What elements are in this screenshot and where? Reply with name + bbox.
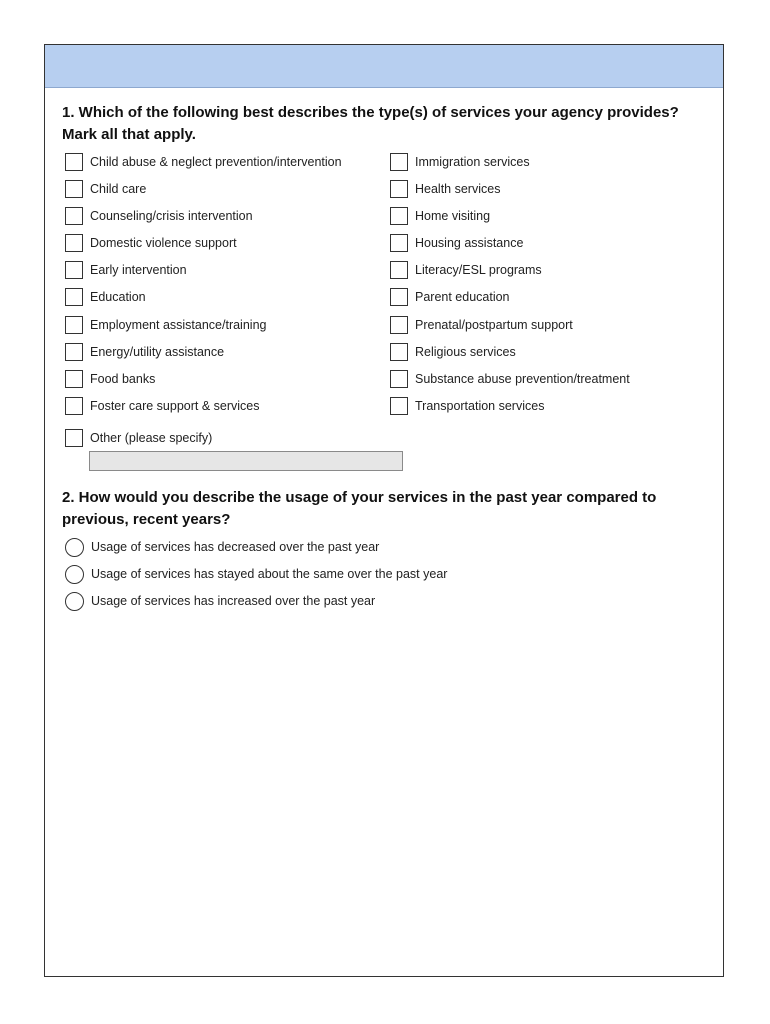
checkbox-label: Transportation services: [415, 399, 545, 413]
radio-option-increased[interactable]: [65, 590, 375, 612]
question-2-title: [62, 487, 702, 531]
checkbox-label: Substance abuse prevention/treatment: [415, 372, 630, 386]
checkbox[interactable]: [390, 316, 408, 334]
checkbox-label: Education: [90, 290, 146, 304]
checkbox-label: Housing assistance: [415, 236, 524, 250]
checkbox-option-substance-abuse[interactable]: [390, 368, 630, 390]
checkbox[interactable]: [390, 207, 408, 225]
checkbox-option-food-banks[interactable]: [65, 368, 155, 390]
survey-form-page: [44, 44, 724, 977]
radio-label: Usage of services has stayed about the same over the past year: [91, 567, 448, 581]
question-1-title: [62, 102, 702, 146]
checkbox[interactable]: [65, 343, 83, 361]
checkbox-label: Early intervention: [90, 263, 187, 277]
checkbox[interactable]: [390, 234, 408, 252]
checkbox-label: Health services: [415, 182, 501, 196]
checkbox[interactable]: [390, 153, 408, 171]
checkbox[interactable]: [65, 288, 83, 306]
form-header-bar: [45, 45, 723, 88]
checkbox-option-prenatal[interactable]: [390, 314, 573, 336]
checkbox-label: Other (please specify): [90, 431, 213, 445]
checkbox-option-counseling[interactable]: [65, 205, 253, 227]
checkbox[interactable]: [390, 180, 408, 198]
checkbox-option-foster-care[interactable]: [65, 395, 260, 417]
checkbox-option-literacy-esl[interactable]: [390, 259, 542, 281]
checkbox-label: Food banks: [90, 372, 156, 386]
checkbox-option-domestic-violence[interactable]: [65, 232, 237, 254]
checkbox-option-parent-education[interactable]: [390, 286, 510, 308]
checkbox-option-housing[interactable]: [390, 232, 523, 254]
checkbox-label: Religious services: [415, 345, 516, 359]
checkbox[interactable]: [390, 288, 408, 306]
radio-label: Usage of services has increased over the past year: [91, 594, 376, 608]
checkbox[interactable]: [390, 261, 408, 279]
checkbox-option-religious[interactable]: [390, 341, 516, 363]
question-2-title-line1: 2. How would you describe the usage of your services in the past year compared to: [62, 489, 657, 506]
other-specify-input[interactable]: [89, 451, 403, 471]
checkbox-option-early-intervention[interactable]: [65, 259, 187, 281]
question-1-title-line1: 1. Which of the following best describes the type(s) of services your agency provides?: [62, 104, 679, 121]
question-2-title-line2: previous, recent years?: [62, 511, 231, 528]
checkbox[interactable]: [65, 397, 83, 415]
checkbox-label: Prenatal/postpartum support: [415, 318, 573, 332]
checkbox[interactable]: [65, 370, 83, 388]
checkbox-option-education[interactable]: [65, 286, 146, 308]
checkbox[interactable]: [65, 234, 83, 252]
checkbox[interactable]: [65, 153, 83, 171]
checkbox-label: Domestic violence support: [90, 236, 237, 250]
checkbox[interactable]: [390, 370, 408, 388]
radio-option-decreased[interactable]: [65, 536, 379, 558]
question-1-title-line2: Mark all that apply.: [62, 126, 196, 143]
checkbox-option-transportation[interactable]: [390, 395, 544, 417]
checkbox[interactable]: [65, 261, 83, 279]
checkbox-option-energy-utility[interactable]: [65, 341, 224, 363]
checkbox-option-other[interactable]: [65, 427, 212, 449]
checkbox-label: Foster care support & services: [90, 399, 260, 413]
checkbox-label: Home visiting: [415, 209, 491, 223]
checkbox[interactable]: [65, 316, 83, 334]
checkbox-label: Parent education: [415, 290, 510, 304]
checkbox-option-immigration[interactable]: [390, 151, 530, 173]
checkbox-label: Employment assistance/training: [90, 318, 267, 332]
radio-label: Usage of services has decreased over the past year: [91, 540, 380, 554]
checkbox-label: Counseling/crisis intervention: [90, 209, 253, 223]
checkbox-option-child-care[interactable]: [65, 178, 146, 200]
checkbox-label: Child care: [90, 182, 147, 196]
radio-button[interactable]: [65, 592, 84, 611]
radio-button[interactable]: [65, 565, 84, 584]
checkbox-label: Immigration services: [415, 155, 530, 169]
checkbox[interactable]: [390, 397, 408, 415]
checkbox-option-health[interactable]: [390, 178, 500, 200]
checkbox-label: Energy/utility assistance: [90, 345, 225, 359]
checkbox-option-child-abuse[interactable]: [65, 151, 342, 173]
checkbox[interactable]: [65, 429, 83, 447]
checkbox[interactable]: [390, 343, 408, 361]
checkbox-label: Literacy/ESL programs: [415, 263, 542, 277]
checkbox[interactable]: [65, 207, 83, 225]
radio-option-same[interactable]: [65, 563, 447, 585]
checkbox[interactable]: [65, 180, 83, 198]
checkbox-option-home-visiting[interactable]: [390, 205, 490, 227]
checkbox-label: Child abuse & neglect prevention/intervention: [90, 155, 342, 169]
checkbox-option-employment[interactable]: [65, 314, 266, 336]
radio-button[interactable]: [65, 538, 84, 557]
